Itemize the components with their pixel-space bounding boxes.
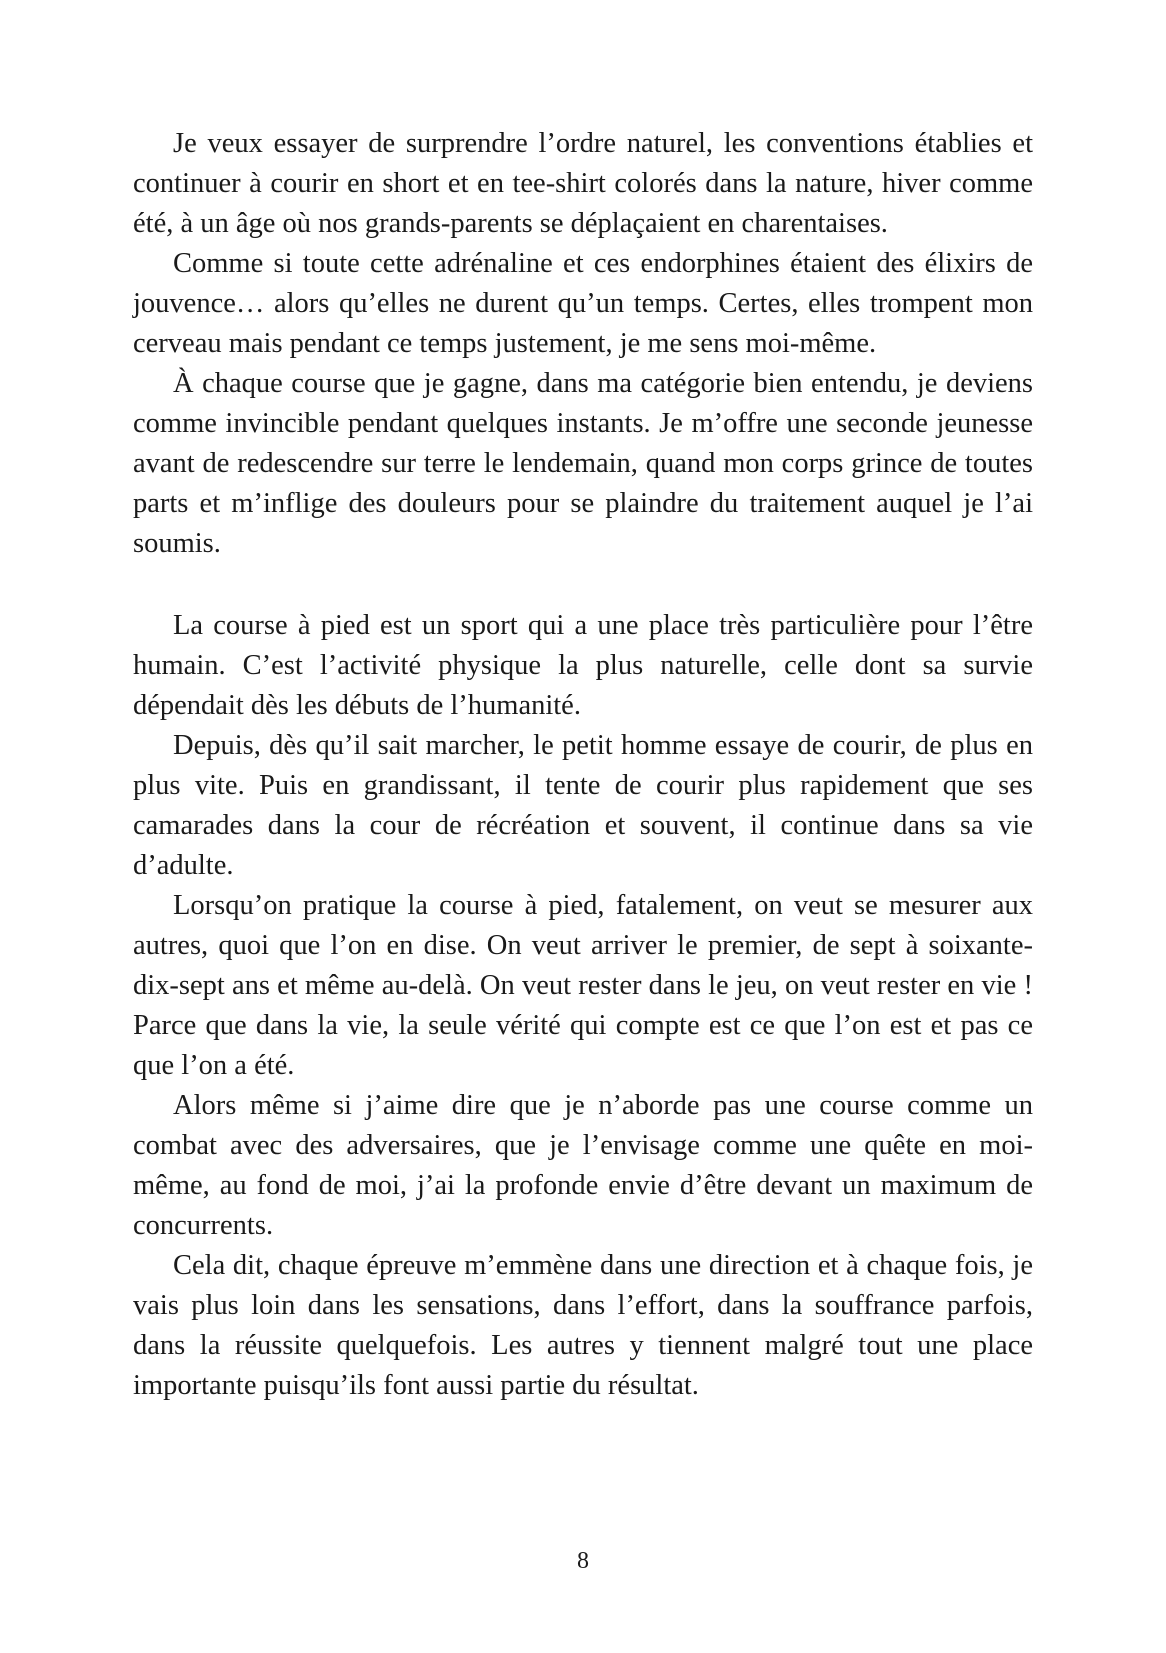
paragraph: Alors même si j’aime dire que je n’aborde pas une course comme un combat avec des adversaires, que je l’envisage comme une quête en moi-même, au fond de moi, j’ai la profonde envie d’être devant un maximum de concurrents.	[133, 1090, 1033, 1241]
paragraph: À chaque course que je gagne, dans ma catégorie bien entendu, je deviens comme invincible pendant quelques instants. Je m’offre une seconde jeunesse avant de redescendre sur terre le lendemain, quand mon corps grince de toutes parts et m’inflige des douleurs pour se plaindre du traitement auquel je l’ai soumis.	[133, 368, 1033, 559]
text-section-1	[133, 124, 1033, 564]
paragraph: Cela dit, chaque épreuve m’emmène dans une direction et à chaque fois, je vais plus loin dans les sensations, dans l’effort, dans la souffrance parfois, dans la réussite quelquefois. Les autres y tiennent malgré tout une place importante puisqu’ils font aussi partie du résultat.	[133, 1250, 1033, 1401]
paragraph: Lorsqu’on pratique la course à pied, fatalement, on veut se mesurer aux autres, quoi que l’on en dise. On veut arriver le premier, de sept à soixante-dix-sept ans et même au-delà. On veut rester dans le jeu, on veut rester en vie ! Parce que dans la vie, la seule vérité qui compte est ce que l’on est et pas ce que l’on a été.	[133, 890, 1033, 1081]
page-number: 8	[577, 1548, 589, 1574]
paragraph: La course à pied est un sport qui a une place très particulière pour l’être humain. C’est l’activité physique la plus naturelle, celle dont sa survie dépendait dès les débuts de l’humanité.	[133, 610, 1033, 721]
paragraph: Je veux essayer de surprendre l’ordre naturel, les conventions établies et continuer à courir en short et en tee-shirt colorés dans la nature, hiver comme été, à un âge où nos grands-parents se déplaçaient en charentaises.	[133, 128, 1033, 239]
paragraph: Comme si toute cette adrénaline et ces endorphines étaient des élixirs de jouvence… alors qu’elles ne durent qu’un temps. Certes, elles trompent mon cerveau mais pendant ce temps justement, je me sens moi-même.	[133, 248, 1033, 359]
paragraph: Depuis, dès qu’il sait marcher, le petit homme essaye de courir, de plus en plus vite. Puis en grandissant, il tente de courir plus rapidement que ses camarades dans la cour de récréation et souvent, il continue dans sa vie d’adulte.	[133, 730, 1033, 881]
text-section-2	[133, 606, 1033, 1406]
